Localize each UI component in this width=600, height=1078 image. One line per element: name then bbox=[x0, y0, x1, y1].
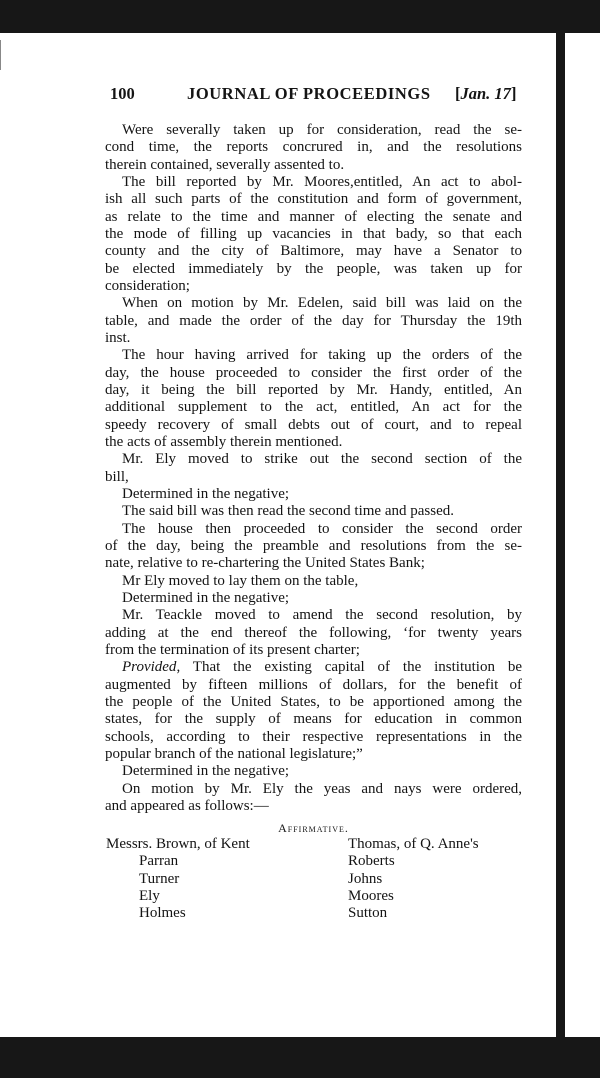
text-line: the acts of assembly therein mentioned. bbox=[105, 433, 343, 450]
running-title: JOURNAL OF PROCEEDINGS bbox=[187, 84, 431, 103]
text-line: be elected immediately by the people, was taken up for bbox=[105, 260, 522, 277]
vote-heading: Affirmative. bbox=[278, 821, 349, 835]
text-line: consideration; bbox=[105, 277, 190, 294]
text-line: table, and made the order of the day for Thursday the 19th bbox=[105, 312, 522, 329]
affirmative-name-left: Turner bbox=[139, 870, 180, 887]
text-line: augmented by fifteen millions of dollars, for the benefit of bbox=[105, 676, 522, 693]
text-line: and appeared as follows:— bbox=[105, 797, 269, 814]
emphasis: Provided bbox=[122, 659, 177, 676]
text-line: The house then proceeded to consider the second order bbox=[122, 520, 522, 537]
affirmative-name-right: Sutton bbox=[348, 905, 388, 922]
text-line: nate, relative to re-chartering the United States Bank; bbox=[105, 555, 425, 572]
affirmative-name-left: Messrs. Brown, of Kent bbox=[106, 836, 250, 852]
book-gutter bbox=[556, 30, 565, 1040]
page-number: 100 bbox=[110, 84, 135, 103]
text-line: additional supplement to the act, entitled, An act for the bbox=[105, 399, 522, 416]
text-line: The bill reported by Mr. Moores,entitled, An act to abol- bbox=[122, 173, 522, 190]
scan-top-border bbox=[0, 0, 600, 33]
text-line: Determined in the negative; bbox=[122, 589, 290, 606]
text-line: On motion by Mr. Ely the yeas and nays were ordered, bbox=[122, 780, 522, 797]
running-date bbox=[455, 84, 516, 104]
text-line: county and the city of Baltimore, may have a Senator to bbox=[105, 243, 522, 260]
scan-bottom-border bbox=[0, 1037, 600, 1078]
text-line: as relate to the time and manner of electing the senate and bbox=[105, 208, 522, 225]
text-line: Mr. Ely moved to strike out the second section of the bbox=[122, 451, 522, 468]
text-line: Mr. Teackle moved to amend the second resolution, by bbox=[122, 607, 522, 624]
date-bracket-open: [ bbox=[455, 84, 461, 103]
text-line: When on motion by Mr. Edelen, said bill was laid on the bbox=[122, 295, 522, 312]
affirmative-name-left: Ely bbox=[139, 887, 160, 904]
line-text: , That the existing capital of the institution be bbox=[176, 659, 522, 676]
affirmative-name-right: Johns bbox=[348, 870, 383, 887]
text-line: Determined in the negative; bbox=[122, 763, 290, 780]
text-line: ish all such parts of the constitution and form of government, bbox=[105, 191, 522, 208]
text-line: states, for the supply of means for education in common bbox=[105, 711, 522, 728]
text-line: therein contained, severally assented to. bbox=[105, 156, 345, 173]
text-line: the mode of filling up vacancies in that bady, so that each bbox=[105, 225, 522, 242]
text-line: adding at the end thereof the following, ‘for twenty years bbox=[105, 624, 522, 641]
affirmative-name-right: Roberts bbox=[348, 853, 395, 870]
text-line: Mr Ely moved to lay them on the table, bbox=[122, 572, 359, 589]
affirmative-name-right: Thomas, of Q. Anne's bbox=[348, 836, 479, 852]
date-text: Jan. 17 bbox=[460, 84, 511, 103]
text-line: schools, according to their respective representations in the bbox=[105, 728, 522, 745]
page-edge bbox=[0, 40, 1, 70]
text-line: Were severally taken up for consideration, read the se- bbox=[122, 122, 522, 138]
text-line: inst. bbox=[105, 329, 131, 346]
text-line: speedy recovery of small debts out of court, and to repeal bbox=[105, 416, 522, 433]
text-line: of the day, being the preamble and resolutions from the se- bbox=[105, 537, 522, 554]
text-line: popular branch of the national legislature;” bbox=[105, 745, 363, 762]
text-line: from the termination of its present charter; bbox=[105, 641, 360, 658]
text-line: Determined in the negative; bbox=[122, 485, 290, 502]
affirmative-name-right: Moores bbox=[348, 887, 394, 904]
text-line: The said bill was then read the second time and passed. bbox=[122, 503, 454, 520]
text-line: The hour having arrived for taking up the orders of the bbox=[122, 347, 522, 364]
text-line: the people of the United States, to be apportioned among the bbox=[105, 693, 522, 710]
text-line: day, the house proceeded to consider the first order of the bbox=[105, 364, 522, 381]
text-line bbox=[122, 659, 522, 676]
text-line: day, it being the bill reported by Mr. Handy, entitled, An bbox=[105, 381, 522, 398]
affirmative-name-left: Parran bbox=[139, 853, 179, 870]
affirmative-name-left: Holmes bbox=[139, 905, 186, 922]
text-line: cond time, the reports concrured in, and the resolutions bbox=[105, 139, 522, 156]
text-line: bill, bbox=[105, 468, 129, 485]
date-bracket-close: ] bbox=[510, 84, 517, 103]
